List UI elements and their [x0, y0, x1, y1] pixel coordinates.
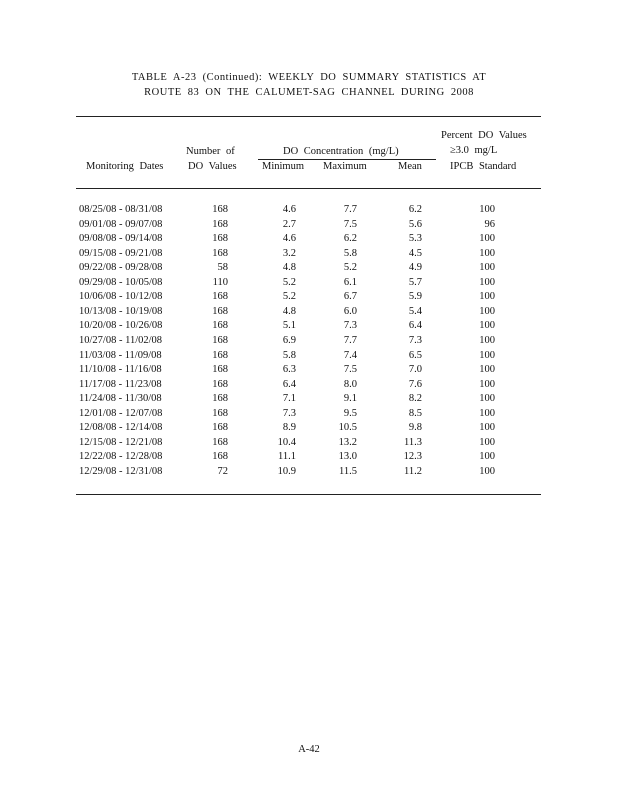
cell-n-values: 168 — [212, 320, 228, 332]
cell-mean: 6.5 — [408, 349, 422, 361]
table-title-line-2: ROUTE 83 ON THE CALUMET-SAG CHANNEL DURING 2008 — [144, 87, 474, 98]
cell-n-values: 72 — [217, 465, 228, 477]
cell-percent-standard: 100 — [479, 407, 495, 419]
header-number-of: Number of — [186, 146, 235, 157]
cell-percent-standard: 100 — [479, 262, 495, 274]
table-row — [0, 364, 618, 378]
cell-n-values: 168 — [212, 305, 228, 317]
cell-mean: 7.0 — [408, 364, 422, 376]
cell-date-range: 12/22/08 - 12/28/08 — [79, 451, 163, 463]
cell-maximum: 11.5 — [339, 465, 357, 477]
cell-mean: 7.3 — [408, 334, 422, 346]
cell-n-values: 168 — [212, 334, 228, 346]
table-row — [0, 422, 618, 436]
cell-n-values: 168 — [212, 247, 228, 259]
cell-n-values: 168 — [212, 378, 228, 390]
cell-mean: 11.3 — [404, 436, 422, 448]
cell-n-values: 168 — [212, 451, 228, 463]
cell-date-range: 09/29/08 - 10/05/08 — [79, 276, 163, 288]
header-ipcb-standard: IPCB Standard — [450, 161, 517, 172]
table-title-line-1: TABLE A-23 (Continued): WEEKLY DO SUMMARY STATISTICS AT — [131, 72, 487, 83]
table-row — [0, 233, 618, 247]
do-concentration-underline — [258, 159, 436, 160]
cell-percent-standard: 100 — [479, 305, 495, 317]
cell-percent-standard: 100 — [479, 334, 495, 346]
cell-mean: 9.8 — [408, 422, 422, 434]
cell-percent-standard: 100 — [479, 276, 495, 288]
table-row — [0, 466, 618, 480]
cell-n-values: 168 — [212, 291, 228, 303]
cell-mean: 12.3 — [403, 451, 422, 463]
cell-maximum: 7.7 — [343, 204, 357, 215]
cell-date-range: 11/17/08 - 11/23/08 — [79, 378, 162, 390]
header-minimum: Minimum — [262, 161, 305, 172]
cell-minimum: 4.6 — [282, 233, 296, 245]
cell-minimum: 10.4 — [277, 436, 296, 448]
cell-n-values: 168 — [212, 218, 228, 230]
cell-maximum: 5.8 — [343, 247, 357, 259]
cell-percent-standard: 96 — [484, 218, 495, 230]
cell-n-values: 168 — [212, 407, 228, 419]
cell-percent-standard: 100 — [479, 393, 495, 405]
cell-mean: 5.6 — [408, 218, 422, 230]
cell-n-values: 168 — [212, 393, 228, 405]
cell-date-range: 10/06/08 - 10/12/08 — [79, 291, 163, 303]
cell-n-values: 168 — [212, 204, 228, 215]
cell-percent-standard: 100 — [479, 320, 495, 332]
cell-maximum: 6.2 — [343, 233, 357, 245]
cell-minimum: 6.9 — [282, 334, 296, 346]
cell-mean: 5.4 — [408, 305, 422, 317]
cell-date-range: 09/15/08 - 09/21/08 — [79, 247, 163, 259]
cell-date-range: 11/10/08 - 11/16/08 — [79, 364, 162, 376]
table-row — [0, 248, 618, 262]
cell-mean: 7.6 — [408, 378, 422, 390]
table-row — [0, 393, 618, 407]
cell-n-values: 168 — [212, 364, 228, 376]
cell-mean: 8.2 — [408, 393, 422, 405]
cell-percent-standard: 100 — [479, 451, 495, 463]
table-row — [0, 204, 618, 218]
cell-mean: 4.5 — [408, 247, 422, 259]
table-row — [0, 219, 618, 233]
cell-maximum: 7.3 — [343, 320, 357, 332]
table-row — [0, 277, 618, 291]
header-monitoring-dates: Monitoring Dates — [86, 161, 164, 172]
cell-percent-standard: 100 — [479, 364, 495, 376]
page-number: A-42 — [298, 744, 320, 755]
cell-percent-standard: 100 — [479, 436, 495, 448]
cell-date-range: 12/29/08 - 12/31/08 — [79, 465, 163, 477]
cell-minimum: 5.8 — [282, 349, 296, 361]
cell-mean: 5.9 — [408, 291, 422, 303]
cell-mean: 5.3 — [408, 233, 422, 245]
table-row — [0, 262, 618, 276]
cell-n-values: 168 — [212, 349, 228, 361]
table-row — [0, 408, 618, 422]
cell-date-range: 09/01/08 - 09/07/08 — [79, 218, 163, 230]
cell-date-range: 10/20/08 - 10/26/08 — [79, 320, 163, 332]
header-maximum: Maximum — [323, 161, 367, 172]
cell-date-range: 11/03/08 - 11/09/08 — [79, 349, 162, 361]
cell-maximum: 6.7 — [343, 291, 357, 303]
cell-maximum: 6.0 — [343, 305, 357, 317]
table-row — [0, 350, 618, 364]
cell-minimum: 6.3 — [282, 364, 296, 376]
table-row — [0, 320, 618, 334]
cell-maximum: 8.0 — [343, 378, 357, 390]
header-do-values: DO Values — [188, 161, 237, 172]
cell-date-range: 11/24/08 - 11/30/08 — [79, 393, 162, 405]
cell-maximum: 7.7 — [343, 334, 357, 346]
cell-maximum: 7.5 — [343, 364, 357, 376]
cell-mean: 5.7 — [408, 276, 422, 288]
cell-maximum: 13.2 — [338, 436, 357, 448]
cell-maximum: 7.4 — [343, 349, 357, 361]
cell-n-values: 110 — [212, 276, 228, 288]
cell-minimum: 2.7 — [282, 218, 296, 230]
cell-minimum: 11.1 — [278, 451, 296, 463]
cell-minimum: 3.2 — [282, 247, 296, 259]
header-ge-3: ≥3.0 mg/L — [450, 145, 498, 156]
cell-n-values: 168 — [212, 422, 228, 434]
header-percent-do-values: Percent DO Values — [441, 130, 527, 141]
cell-percent-standard: 100 — [479, 291, 495, 303]
cell-date-range: 12/15/08 - 12/21/08 — [79, 436, 163, 448]
table-row — [0, 291, 618, 305]
cell-percent-standard: 100 — [479, 247, 495, 259]
cell-mean: 4.9 — [408, 262, 422, 274]
cell-minimum: 8.9 — [282, 422, 296, 434]
cell-percent-standard: 100 — [479, 465, 495, 477]
cell-maximum: 13.0 — [338, 451, 357, 463]
cell-minimum: 7.1 — [282, 393, 296, 405]
cell-maximum: 6.1 — [343, 276, 357, 288]
cell-minimum: 4.6 — [282, 204, 296, 215]
cell-percent-standard: 100 — [479, 233, 495, 245]
table-row — [0, 451, 618, 465]
cell-maximum: 10.5 — [338, 422, 357, 434]
cell-date-range: 09/22/08 - 09/28/08 — [79, 262, 163, 274]
cell-minimum: 5.2 — [282, 291, 296, 303]
table-row — [0, 379, 618, 393]
header-mean: Mean — [398, 161, 422, 172]
cell-date-range: 12/01/08 - 12/07/08 — [79, 407, 163, 419]
cell-minimum: 5.1 — [282, 320, 296, 332]
cell-minimum: 10.9 — [277, 465, 296, 477]
table-bottom-rule — [76, 494, 541, 495]
cell-percent-standard: 100 — [479, 378, 495, 390]
cell-maximum: 9.5 — [343, 407, 357, 419]
cell-mean: 6.4 — [408, 320, 422, 332]
cell-maximum: 5.2 — [343, 262, 357, 274]
table-row — [0, 306, 618, 320]
cell-date-range: 10/27/08 - 11/02/08 — [79, 334, 163, 346]
cell-n-values: 58 — [217, 262, 228, 274]
cell-n-values: 168 — [212, 233, 228, 245]
cell-minimum: 6.4 — [282, 378, 296, 390]
header-bottom-rule — [76, 188, 541, 189]
cell-maximum: 7.5 — [343, 218, 357, 230]
cell-n-values: 168 — [212, 436, 228, 448]
cell-date-range: 10/13/08 - 10/19/08 — [79, 305, 163, 317]
table-top-rule — [76, 116, 541, 117]
cell-minimum: 4.8 — [282, 305, 296, 317]
cell-percent-standard: 100 — [479, 349, 495, 361]
cell-minimum: 4.8 — [282, 262, 296, 274]
cell-date-range: 08/25/08 - 08/31/08 — [79, 204, 163, 215]
cell-mean: 6.2 — [408, 204, 422, 215]
table-row — [0, 335, 618, 349]
cell-percent-standard: 100 — [479, 422, 495, 434]
cell-date-range: 12/08/08 - 12/14/08 — [79, 422, 163, 434]
cell-date-range: 09/08/08 - 09/14/08 — [79, 233, 163, 245]
cell-minimum: 7.3 — [282, 407, 296, 419]
table-row — [0, 437, 618, 451]
cell-mean: 8.5 — [408, 407, 422, 419]
header-do-concentration: DO Concentration (mg/L) — [283, 146, 399, 157]
cell-mean: 11.2 — [404, 465, 422, 477]
cell-percent-standard: 100 — [479, 204, 495, 215]
cell-maximum: 9.1 — [343, 393, 357, 405]
cell-minimum: 5.2 — [282, 276, 296, 288]
